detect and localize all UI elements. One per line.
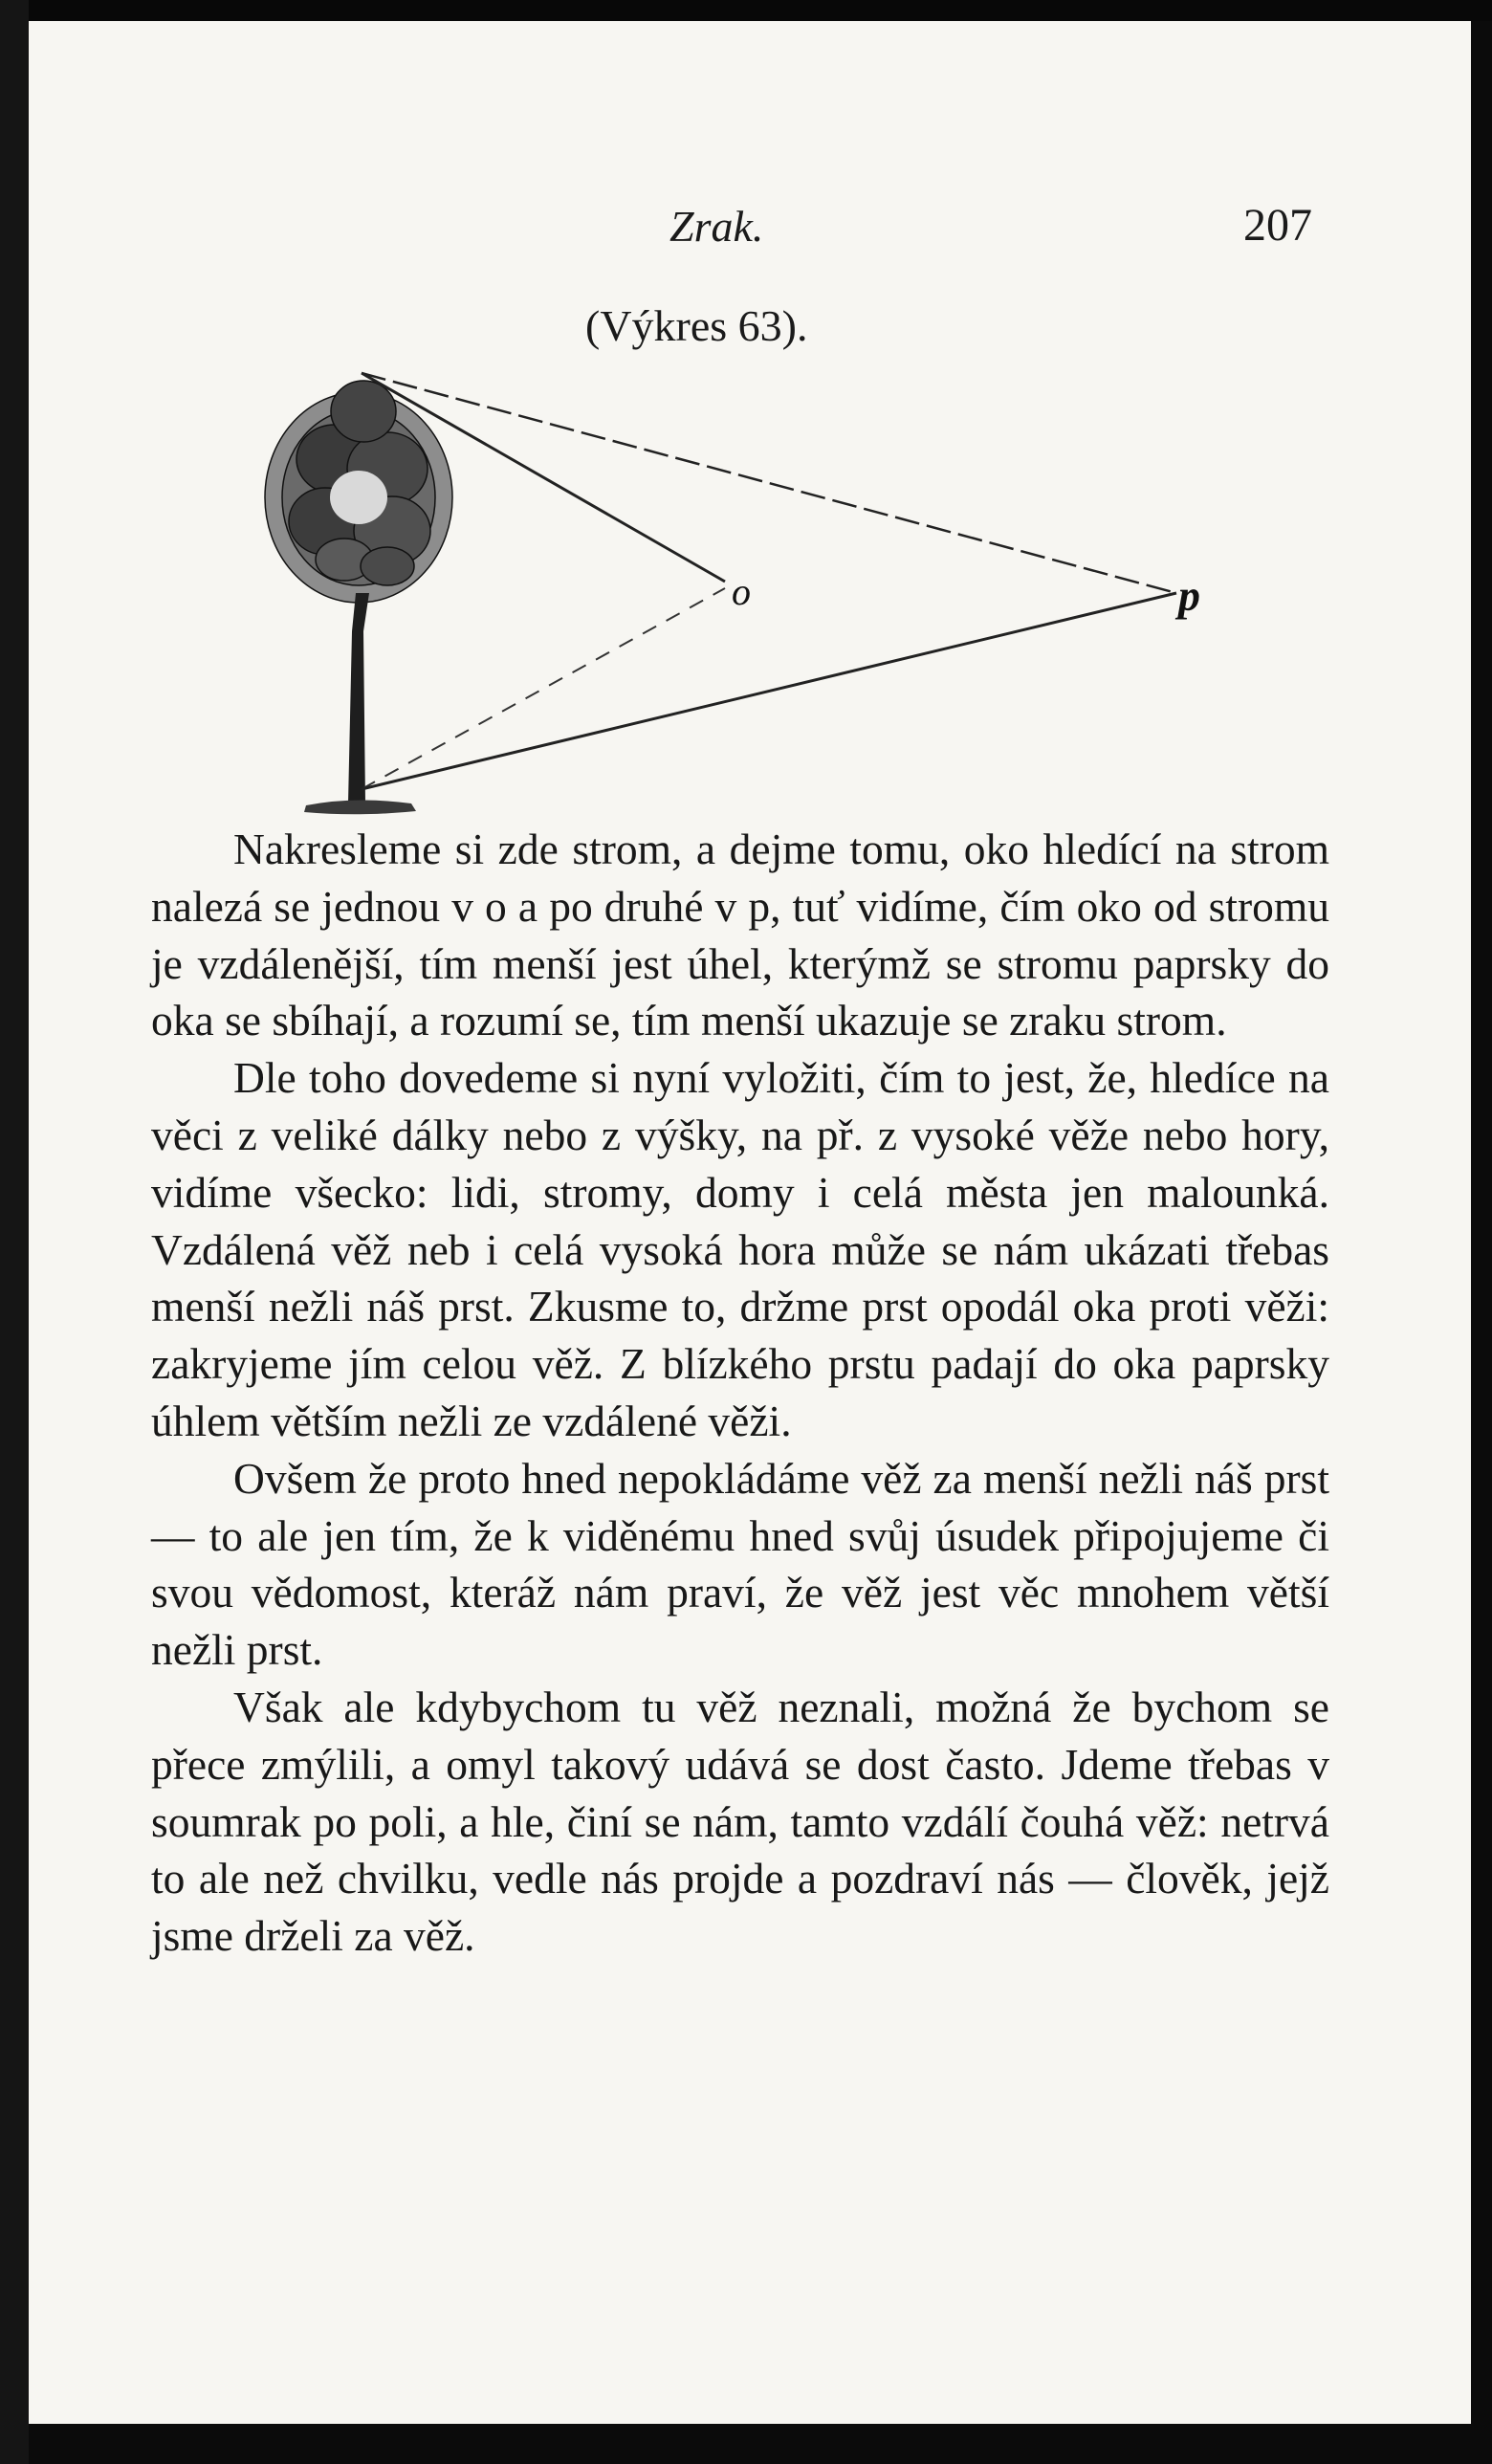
label-p: p: [1178, 571, 1200, 620]
body-text: [151, 821, 1329, 1965]
ray-bottom-to-p: [362, 593, 1176, 789]
figure-caption: (Výkres 63).: [585, 301, 808, 350]
label-o: o: [732, 570, 751, 613]
ray-top-to-p: [362, 373, 1176, 593]
ray-bottom-to-o: [362, 588, 725, 789]
paragraph-3: Ovšem že proto hned nepokládáme věž za menší nežli náš prst — to ale jen tím, že k viděnému hned svůj úsudek připojujeme či svou vědomost, kteráž nám praví, že věž jest věc mnohem větší nežli prst.: [151, 1453, 1329, 1675]
paragraph-2: Dle toho dovedeme si nyní vyložiti, čím to jest, že, hledíce na věci z veliké dálky nebo z výšky, na př. z vysoké věže nebo hory, vidíme všecko: lidi, stromy, domy i celá města jen malounká. Vzdálená věž neb i celá vysoká hora může se nám ukázati třebas menší nežli náš prst. Zkusme to, držme prst opodál oka proti věži: zakryjeme jím celou věž. Z blízkého prstu padají do oka paprsky úhlem větším nežli ze vzdálené věži.: [151, 1053, 1329, 1445]
running-header-title: Zrak.: [669, 202, 764, 251]
paragraph-4: Však ale kdybychom tu věž neznali, možná že bychom se přece zmýlili, a omyl takový udává se dost často. Jdeme třebas v soumrak po poli, a hle, činí se nám, tamto vzdálí čouhá věž: netrvá to ale než chvilku, vedle nás projde a pozdraví nás — člověk, jejž jsme drželi za věž.: [151, 1682, 1329, 1961]
figure-63-illustration: [230, 354, 1262, 823]
tree-icon: [265, 381, 452, 814]
page-number: 207: [1243, 200, 1312, 251]
paragraph-1: Nakresleme si zde strom, a dejme tomu, oko hledící na strom nalezá se jednou v o a po druhé v p, tuť vidíme, čím oko od stromu je vzdálenější, tím menší jest úhel, kterýmž se stromu paprsky do oka se sbíhají, a rozumí se, tím menší ukazuje se zraku strom.: [151, 825, 1329, 1045]
scan-border-top: [0, 0, 1492, 21]
scan-border-left: [0, 0, 29, 2464]
